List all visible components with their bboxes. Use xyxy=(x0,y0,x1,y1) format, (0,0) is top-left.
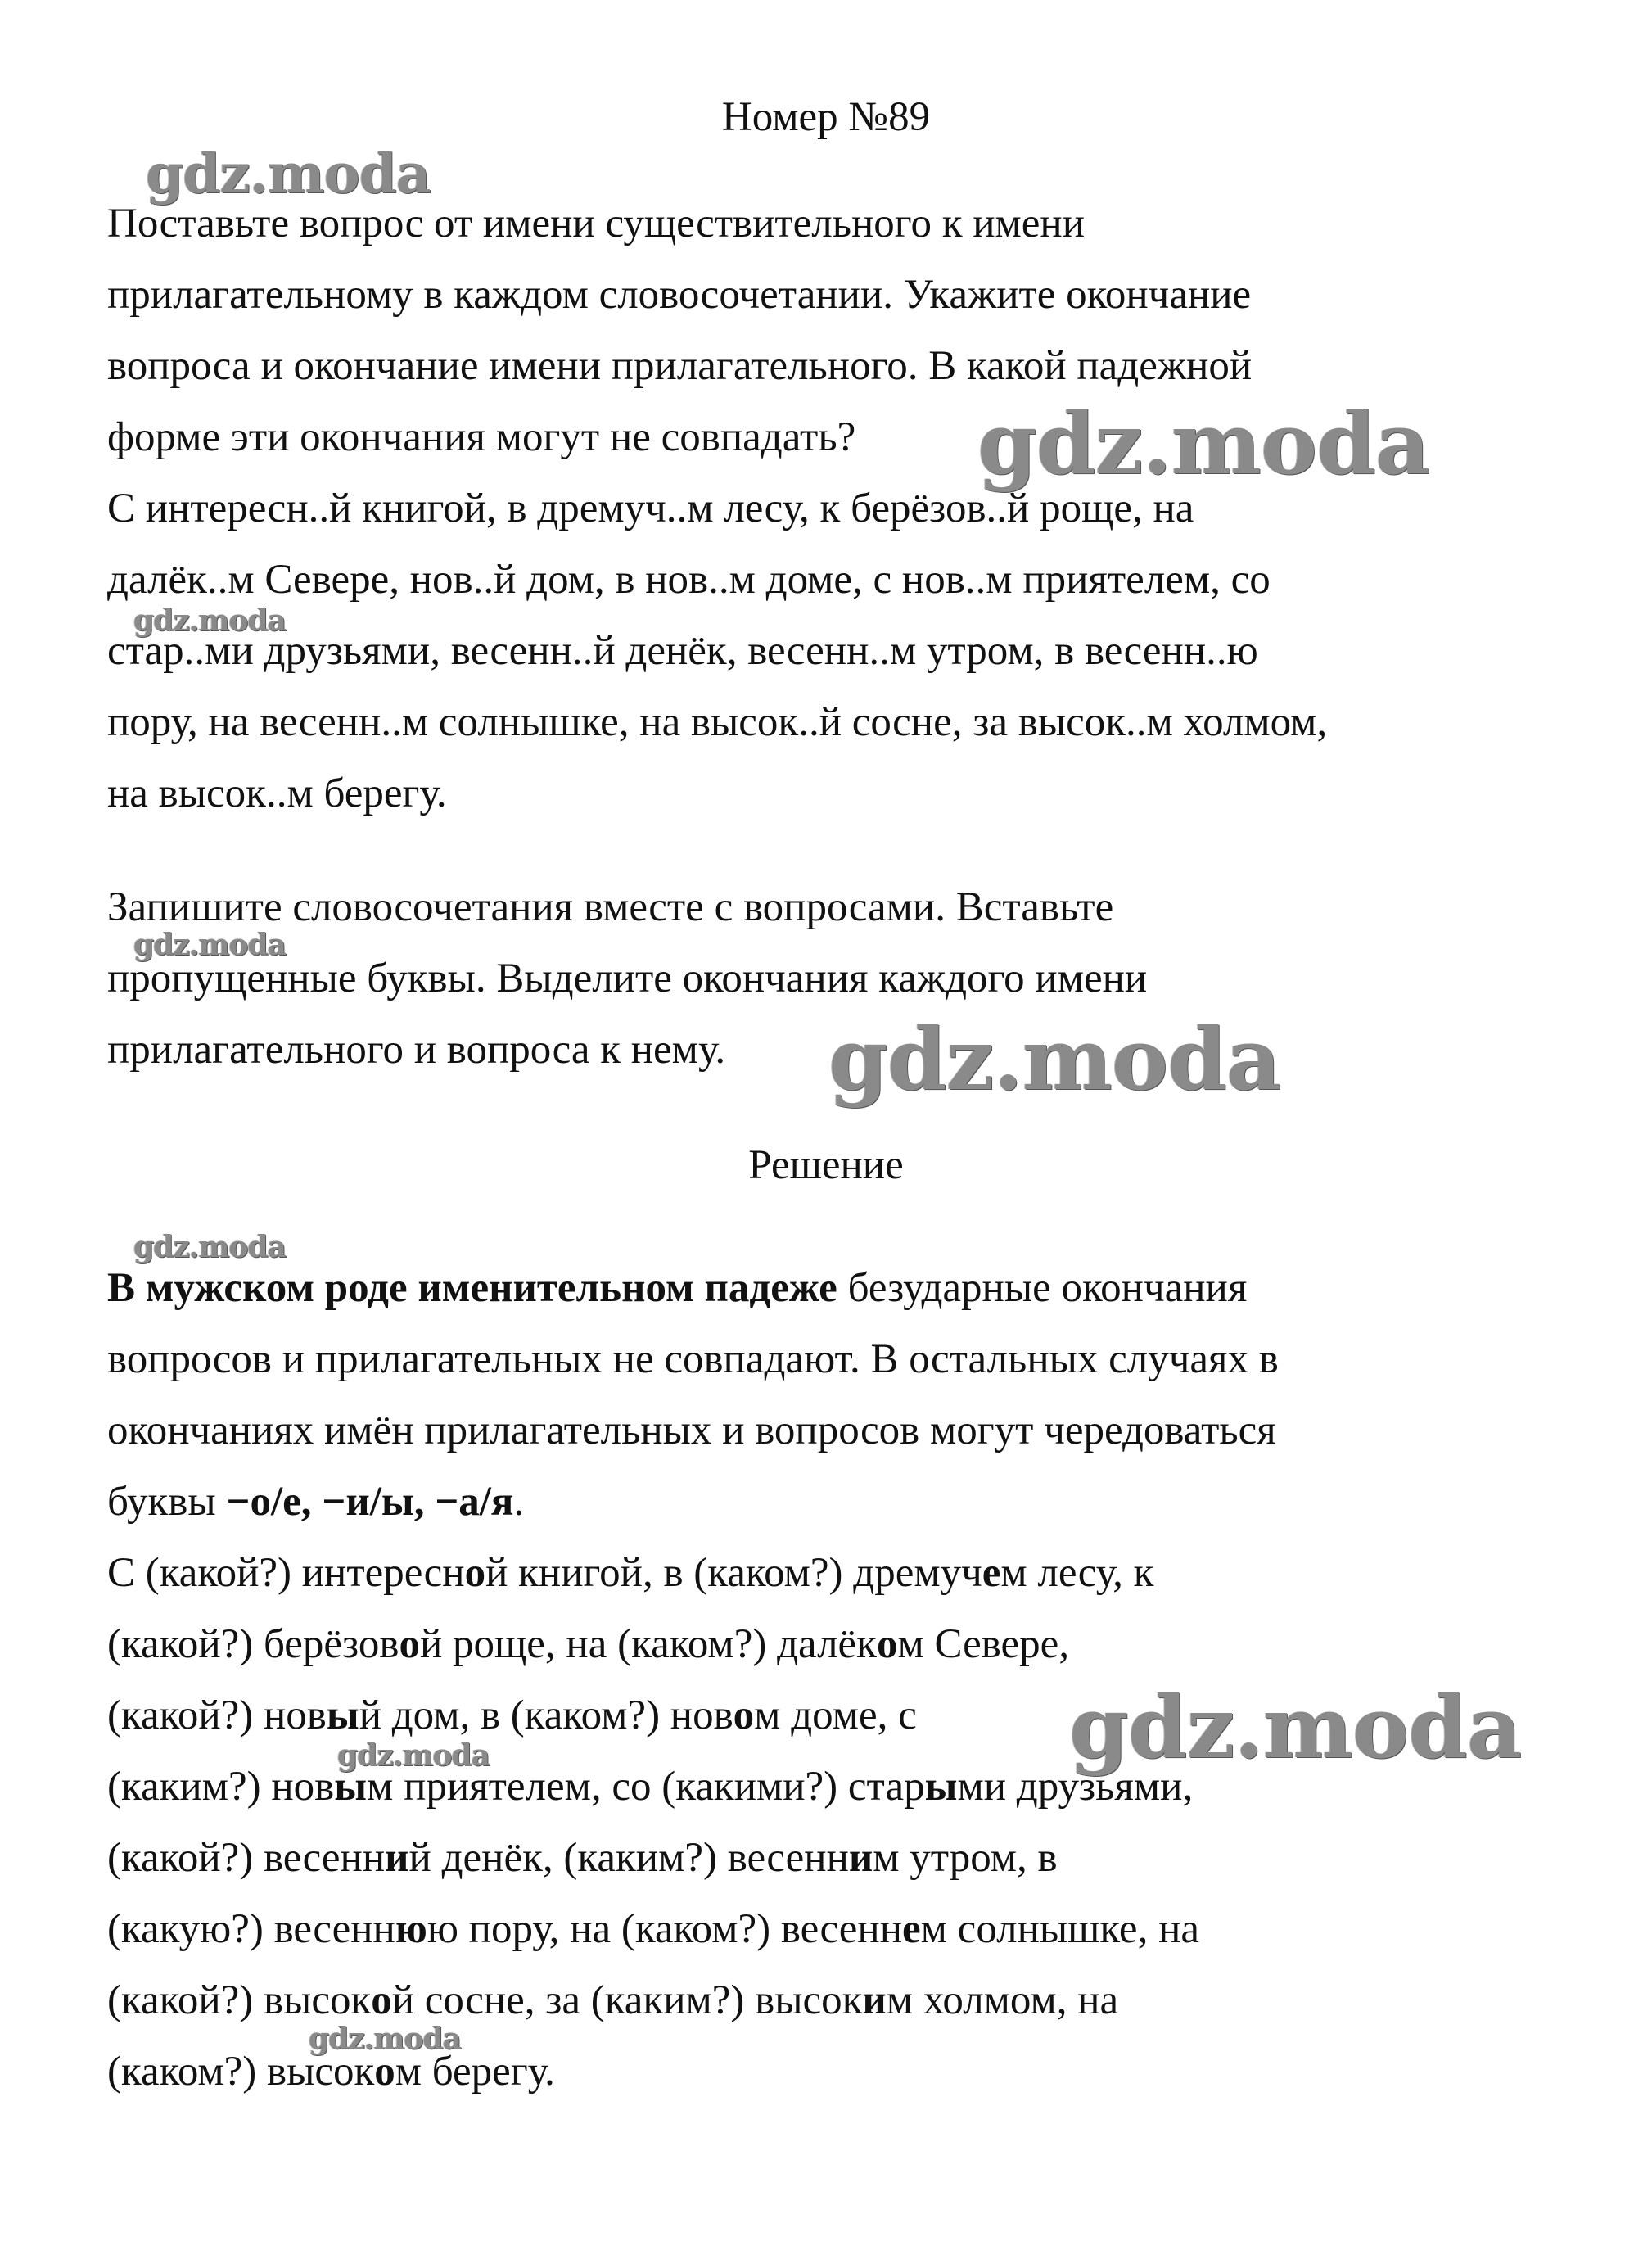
answer-text: й книгой, в (каком?) дремуч xyxy=(485,1550,982,1596)
answer-text: м утром, в xyxy=(873,1835,1058,1881)
answer-text: (каком?) высок xyxy=(107,2049,375,2095)
ending-letter: ы xyxy=(334,1764,368,1810)
task2-line: Запишите словосочетания вместе с вопросами. Вставьте xyxy=(107,884,1114,930)
letters-prefix: буквы xyxy=(107,1479,227,1525)
ending-letter: ю xyxy=(395,1906,427,1952)
solution-title: Решение xyxy=(748,1142,904,1188)
task-line: на высок..м берегу. xyxy=(107,771,447,816)
answer-line xyxy=(107,1977,1119,2023)
ending-letter: о xyxy=(371,1977,392,2023)
watermark: gdz.moda xyxy=(309,2022,461,2056)
solution-line xyxy=(107,1265,1248,1311)
ending-letter: о xyxy=(876,1621,898,1667)
ending-letter: о xyxy=(399,1621,420,1667)
solution-line xyxy=(107,1481,524,1523)
answer-text: С (какой?) интересн xyxy=(107,1550,465,1596)
answer-text: м доме, с xyxy=(754,1692,917,1738)
answer-text: м берегу. xyxy=(395,2049,555,2095)
ending-letter: е xyxy=(982,1550,1001,1596)
answer-text: м холмом, на xyxy=(886,1977,1119,2023)
watermark: gdz.moda xyxy=(337,1738,490,1773)
answer-text: (какой?) берёзов xyxy=(107,1621,399,1667)
solution-line: окончаниях имён прилагательных и вопросов могут чередоваться xyxy=(107,1408,1276,1453)
ending-letter: и xyxy=(385,1835,409,1881)
solution-line: вопросов и прилагательных не совпадают. В остальных случаях в xyxy=(107,1336,1279,1382)
watermark: gdz.moda xyxy=(133,603,286,638)
answer-line xyxy=(107,2051,555,2093)
answer-line xyxy=(107,1837,1058,1879)
ending-letter: е xyxy=(902,1906,921,1952)
task-line: вопроса и окончание имени прилагательного. В какой падежной xyxy=(107,343,1253,389)
answer-text: ю пору, на (каком?) весенн xyxy=(427,1906,903,1952)
answer-text: м приятелем, со (какими?) стар xyxy=(367,1764,925,1810)
answer-line xyxy=(107,1552,1153,1594)
ending-letter: и xyxy=(862,1977,887,2023)
task-line: стар..ми друзьями, весенн..й денёк, весенн..м утром, в весенн..ю xyxy=(107,628,1258,674)
watermark: gdz.moda xyxy=(146,142,431,206)
solution-line-rest: безударные окончания xyxy=(837,1265,1248,1311)
answer-line xyxy=(107,1906,1199,1952)
watermark: gdz.moda xyxy=(133,928,286,962)
answer-text: (какой?) весенн xyxy=(107,1835,386,1881)
answer-text: (каким?) нов xyxy=(107,1764,335,1810)
task-line: прилагательному в каждом словосочетании. Укажите окончание xyxy=(107,272,1252,318)
ending-letter: ы xyxy=(924,1764,958,1810)
answer-text: (какой?) нов xyxy=(107,1692,327,1738)
task-line: далёк..м Севере, нов..й дом, в нов..м доме, с нов..м приятелем, со xyxy=(107,557,1271,603)
ending-letter: о xyxy=(733,1692,755,1738)
answer-text: м Севере, xyxy=(897,1621,1070,1667)
letters-suffix: . xyxy=(513,1479,525,1525)
answer-text: м лесу, к xyxy=(1000,1550,1154,1596)
answer-line xyxy=(107,1766,1193,1808)
answer-text: ми друзьями, xyxy=(957,1764,1194,1810)
answer-text: м солнышке, на xyxy=(920,1906,1199,1952)
watermark: gdz.moda xyxy=(977,393,1430,494)
watermark: gdz.moda xyxy=(1069,1677,1522,1778)
answer-text: й дом, в (каком?) нов xyxy=(359,1692,733,1738)
answer-line xyxy=(107,1621,1070,1667)
task-line: пору, на весенн..м солнышке, на высок..й сосне, за высок..м холмом, xyxy=(107,699,1328,745)
ending-letter: о xyxy=(464,1550,486,1596)
watermark: gdz.moda xyxy=(133,1230,286,1264)
watermark: gdz.moda xyxy=(828,1009,1281,1109)
task2-line: прилагательного и вопроса к нему. xyxy=(107,1027,726,1073)
answer-text: й денёк, (каким?) весенн xyxy=(408,1835,849,1881)
answer-text: (какой?) высок xyxy=(107,1977,372,2023)
letters-bold: −о/е, −и/ы, −а/я xyxy=(226,1479,514,1525)
task-line: Поставьте вопрос от имени существительного к имени xyxy=(107,201,1086,246)
ending-letter: и xyxy=(848,1835,873,1881)
task2-line: пропущенные буквы. Выделите окончания каждого имени xyxy=(107,956,1148,1001)
ending-letter: о xyxy=(374,2049,395,2095)
ending-letter: ы xyxy=(326,1692,359,1738)
task-line: С интересн..й книгой, в дремуч..м лесу, к берёзов..й роще, на xyxy=(107,486,1194,531)
answer-text: (какую?) весенн xyxy=(107,1906,395,1952)
answer-line xyxy=(107,1692,917,1738)
answer-text: й сосне, за (каким?) высок xyxy=(391,1977,863,2023)
page-title: Номер №89 xyxy=(721,94,931,140)
task-line: форме эти окончания могут не совпадать? xyxy=(107,414,856,460)
solution-bold-intro: В мужском роде именительном падеже xyxy=(107,1265,837,1311)
answer-text: й роще, на (каком?) далёк xyxy=(419,1621,877,1667)
